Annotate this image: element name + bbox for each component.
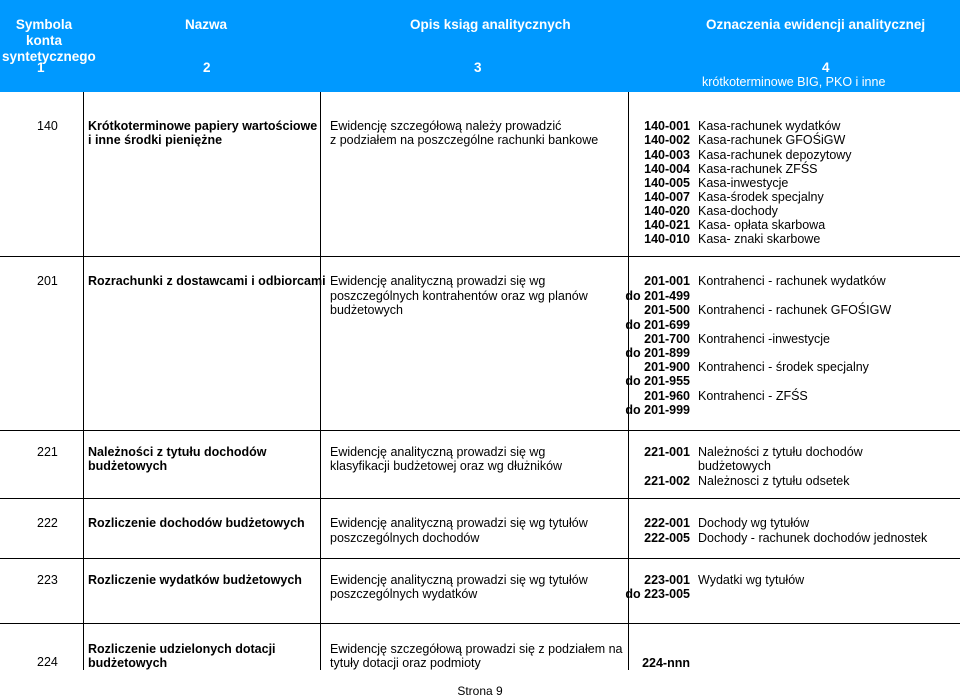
entry-code: 201-900 — [644, 360, 690, 374]
account-symbol: 224 — [37, 655, 58, 669]
row-divider — [0, 623, 960, 624]
account-symbol: 221 — [37, 445, 58, 459]
entry-code: 140-001 — [644, 119, 690, 133]
header-description: Opis ksiąg analitycznych — [410, 17, 571, 32]
entry-code: 140-021 — [644, 218, 690, 232]
header-num-1: 1 — [37, 60, 45, 75]
entry-label: Kasa-rachunek depozytowy — [698, 148, 852, 162]
entry-code: do 201-699 — [625, 318, 690, 332]
header-symbol: Symbola konta syntetycznego — [2, 17, 96, 64]
entry-label: Kontrahenci - rachunek wydatków — [698, 274, 886, 288]
entry-code: 201-700 — [644, 332, 690, 346]
entry-code: 140-003 — [644, 148, 690, 162]
entry-code: 222-001 — [644, 516, 690, 530]
entry-label: Kasa-inwestycje — [698, 176, 789, 190]
account-description: tytuły dotacji oraz podmioty — [330, 656, 481, 670]
account-symbol: 140 — [37, 119, 58, 133]
entry-code: 223-001 — [644, 573, 690, 587]
account-name: Rozliczenie udzielonych dotacji — [88, 642, 276, 656]
entry-label: Kontrahenci - rachunek GFOŚIGW — [698, 303, 892, 317]
row-divider — [0, 498, 960, 499]
entry-label: Kasa-środek specjalny — [698, 190, 824, 204]
entry-code: do 223-005 — [625, 587, 690, 601]
entry-code: 221-002 — [644, 474, 690, 488]
account-description: Ewidencję analityczną prowadzi się wg tytułów — [330, 516, 588, 530]
header-num-3: 3 — [474, 60, 482, 75]
header-subnote: krótkoterminowe BIG, PKO i inne — [702, 75, 886, 89]
entry-code: do 201-899 — [625, 346, 690, 360]
column-divider — [320, 92, 321, 670]
entry-label: Kasa- opłata skarbowa — [698, 218, 826, 232]
account-symbol: 201 — [37, 274, 58, 288]
entry-label: Dochody wg tytułów — [698, 516, 810, 530]
entry-code: 140-007 — [644, 190, 690, 204]
entry-label: Należności z tytułu dochodów — [698, 445, 863, 459]
header-name: Nazwa — [185, 17, 228, 32]
entry-label: Kontrahenci - ZFŚS — [698, 389, 808, 403]
entry-label: Dochody - rachunek dochodów jednostek — [698, 531, 928, 545]
entry-code: 221-001 — [644, 445, 690, 459]
account-name: Rozliczenie wydatków budżetowych — [88, 573, 302, 587]
account-name: Należności z tytułu dochodów — [88, 445, 267, 459]
row-divider — [0, 558, 960, 559]
table-header — [0, 0, 960, 92]
entry-label: Kasa-rachunek wydatków — [698, 119, 841, 133]
entry-code: 140-002 — [644, 133, 690, 147]
account-description: poszczególnych kontrahentów oraz wg planów — [330, 289, 588, 303]
account-description: Ewidencję analityczną prowadzi się wg — [330, 445, 546, 459]
entry-code: 222-005 — [644, 531, 690, 545]
account-description: Ewidencję analityczną prowadzi się wg — [330, 274, 546, 288]
entry-code: 201-960 — [644, 389, 690, 403]
account-description: poszczególnych dochodów — [330, 531, 480, 545]
entry-label: Należnosci z tytułu odsetek — [698, 474, 850, 488]
account-name: budżetowych — [88, 656, 168, 670]
entry-code: 201-001 — [644, 274, 690, 288]
account-description: z podziałem na poszczególne rachunki bankowe — [330, 133, 599, 147]
account-description: klasyfikacji budżetowej oraz wg dłużników — [330, 459, 563, 473]
account-description: poszczególnych wydatków — [330, 587, 478, 601]
account-description: Ewidencję analityczną prowadzi się wg tytułów — [330, 573, 588, 587]
account-description: Ewidencję szczegółową prowadzi się z podziałem na — [330, 642, 623, 656]
page-number: Strona 9 — [457, 684, 503, 698]
account-name: Krótkoterminowe papiery wartościowe — [88, 119, 318, 133]
header-num-4: 4 — [822, 60, 830, 75]
account-name: budżetowych — [88, 459, 168, 473]
entry-label: Kasa-dochody — [698, 204, 778, 218]
entry-label: Wydatki wg tytułów — [698, 573, 805, 587]
entry-label: Kasa-rachunek GFOŚiGW — [698, 133, 846, 147]
entry-code: 224-nnn — [642, 656, 690, 670]
entry-code: 201-500 — [644, 303, 690, 317]
entry-label: Kasa- znaki skarbowe — [698, 232, 821, 246]
entry-label: Kasa-rachunek ZFŚS — [698, 162, 818, 176]
account-name: Rozliczenie dochodów budżetowych — [88, 516, 305, 530]
row-divider — [0, 430, 960, 431]
entry-label: Kontrahenci -inwestycje — [698, 332, 831, 346]
entry-code: 140-005 — [644, 176, 690, 190]
account-symbol: 223 — [37, 573, 58, 587]
entry-code: do 201-499 — [625, 289, 690, 303]
entry-code: 140-004 — [644, 162, 690, 176]
column-divider — [83, 92, 84, 670]
entry-code: do 201-955 — [625, 374, 690, 388]
entry-code: 140-020 — [644, 204, 690, 218]
account-description: budżetowych — [330, 303, 403, 317]
account-description: Ewidencję szczegółową należy prowadzić — [330, 119, 562, 133]
account-name: Rozrachunki z dostawcami i odbiorcami — [88, 274, 326, 288]
header-evidence: Oznaczenia ewidencji analitycznej — [706, 17, 926, 32]
header-num-2: 2 — [203, 60, 211, 75]
entry-label: Kontrahenci - środek specjalny — [698, 360, 869, 374]
account-name: i inne środki pieniężne — [88, 133, 223, 147]
entry-code: 140-010 — [644, 232, 690, 246]
entry-code: do 201-999 — [625, 403, 690, 417]
account-symbol: 222 — [37, 516, 58, 530]
entry-label: budżetowych — [698, 459, 771, 473]
row-divider — [0, 256, 960, 257]
